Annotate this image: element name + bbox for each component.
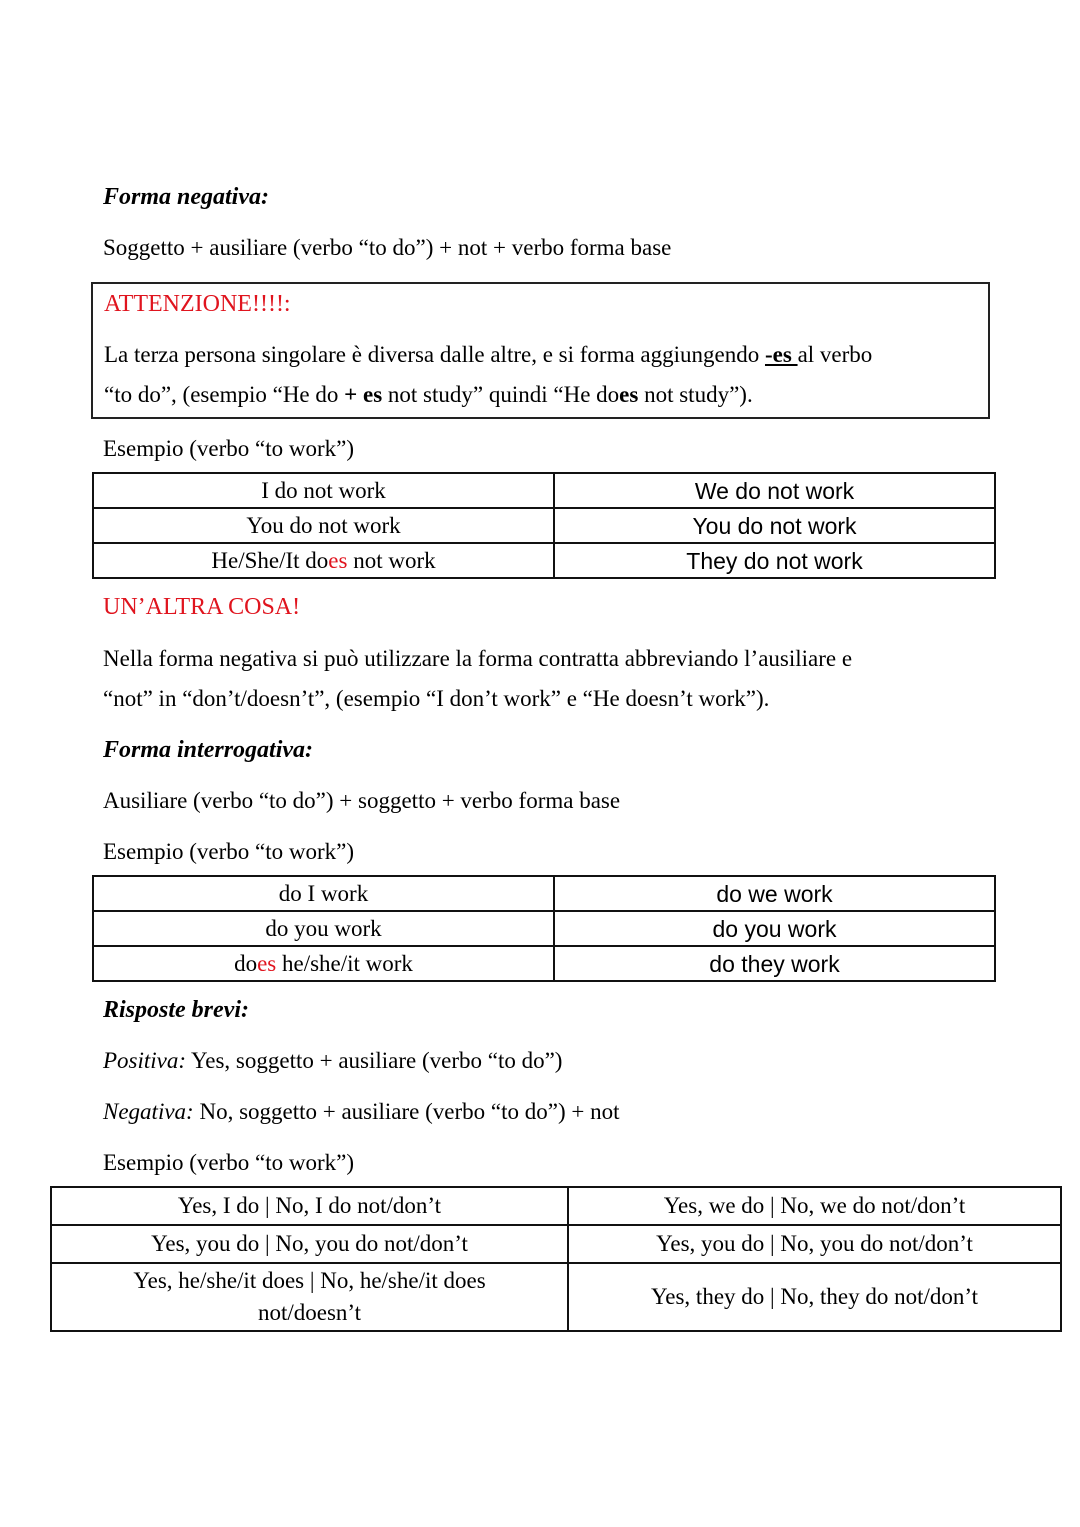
table-cell: You do not work xyxy=(93,508,554,543)
table-cell: Yes, you do | No, you do not/don’t xyxy=(568,1225,1061,1263)
another-line-1: Nella forma negativa si può utilizzare la forma contratta abbreviando l’ausiliare e xyxy=(103,646,853,671)
table-cell: They do not work xyxy=(554,543,995,578)
table-cell: Yes, we do | No, we do not/don’t xyxy=(568,1187,1061,1225)
table-cell: I do not work xyxy=(93,473,554,508)
table-row xyxy=(51,1187,1061,1225)
short-example-label: Esempio (verbo “to work”) xyxy=(103,1150,355,1175)
negative-table xyxy=(92,472,996,579)
table-cell: We do not work xyxy=(554,473,995,508)
attention-title: ATTENZIONE!!!!: xyxy=(104,291,291,317)
attention-line-1: La terza persona singolare è diversa dalle altre, e si forma aggiungendo -es al verbo xyxy=(104,342,873,367)
table-cell: Yes, I do | No, I do not/don’t xyxy=(51,1187,568,1225)
table-row xyxy=(93,911,995,946)
table-cell: Yes, you do | No, you do not/don’t xyxy=(51,1225,568,1263)
negative-rule: Soggetto + ausiliare (verbo “to do”) + not + verbo forma base xyxy=(103,235,672,260)
another-line-2: “not” in “don’t/doesn’t”, (esempio “I don’t work” e “He doesn’t work”). xyxy=(103,686,770,711)
table-cell: do they work xyxy=(554,946,995,981)
table-cell: Yes, they do | No, they do not/don’t xyxy=(568,1263,1061,1331)
table-cell: do we work xyxy=(554,876,995,911)
table-cell: He/She/It does not work xyxy=(93,543,554,578)
table-row xyxy=(93,543,995,578)
interrogative-example-label: Esempio (verbo “to work”) xyxy=(103,839,355,864)
table-cell: does he/she/it work xyxy=(93,946,554,981)
table-row xyxy=(51,1263,1061,1331)
table-cell: do you work xyxy=(93,911,554,946)
interrogative-rule: Ausiliare (verbo “to do”) + soggetto + verbo forma base xyxy=(103,788,621,813)
table-row xyxy=(93,946,995,981)
attention-line-2: “to do”, (esempio “He do + es not study” quindi “He does not study”). xyxy=(104,382,753,407)
table-cell: do you work xyxy=(554,911,995,946)
table-row xyxy=(93,876,995,911)
negative-example-label: Esempio (verbo “to work”) xyxy=(103,436,355,461)
table-cell: Yes, he/she/it does | No, he/she/it does not/doesn’t xyxy=(51,1263,568,1331)
short-positive: Positiva: Yes, soggetto + ausiliare (verbo “to do”) xyxy=(103,1048,563,1073)
short-heading: Risposte brevi: xyxy=(103,997,249,1023)
short-answers-table xyxy=(50,1186,1062,1332)
negative-heading: Forma negativa: xyxy=(103,184,269,210)
table-row xyxy=(93,473,995,508)
attention-box xyxy=(91,282,990,419)
table-row xyxy=(51,1225,1061,1263)
table-cell: You do not work xyxy=(554,508,995,543)
interrogative-table xyxy=(92,875,996,982)
interrogative-heading: Forma interrogativa: xyxy=(103,737,314,763)
table-row xyxy=(93,508,995,543)
table-cell: do I work xyxy=(93,876,554,911)
another-title: UN’ALTRA COSA! xyxy=(103,594,301,620)
short-negative: Negativa: No, soggetto + ausiliare (verbo “to do”) + not xyxy=(103,1099,620,1124)
